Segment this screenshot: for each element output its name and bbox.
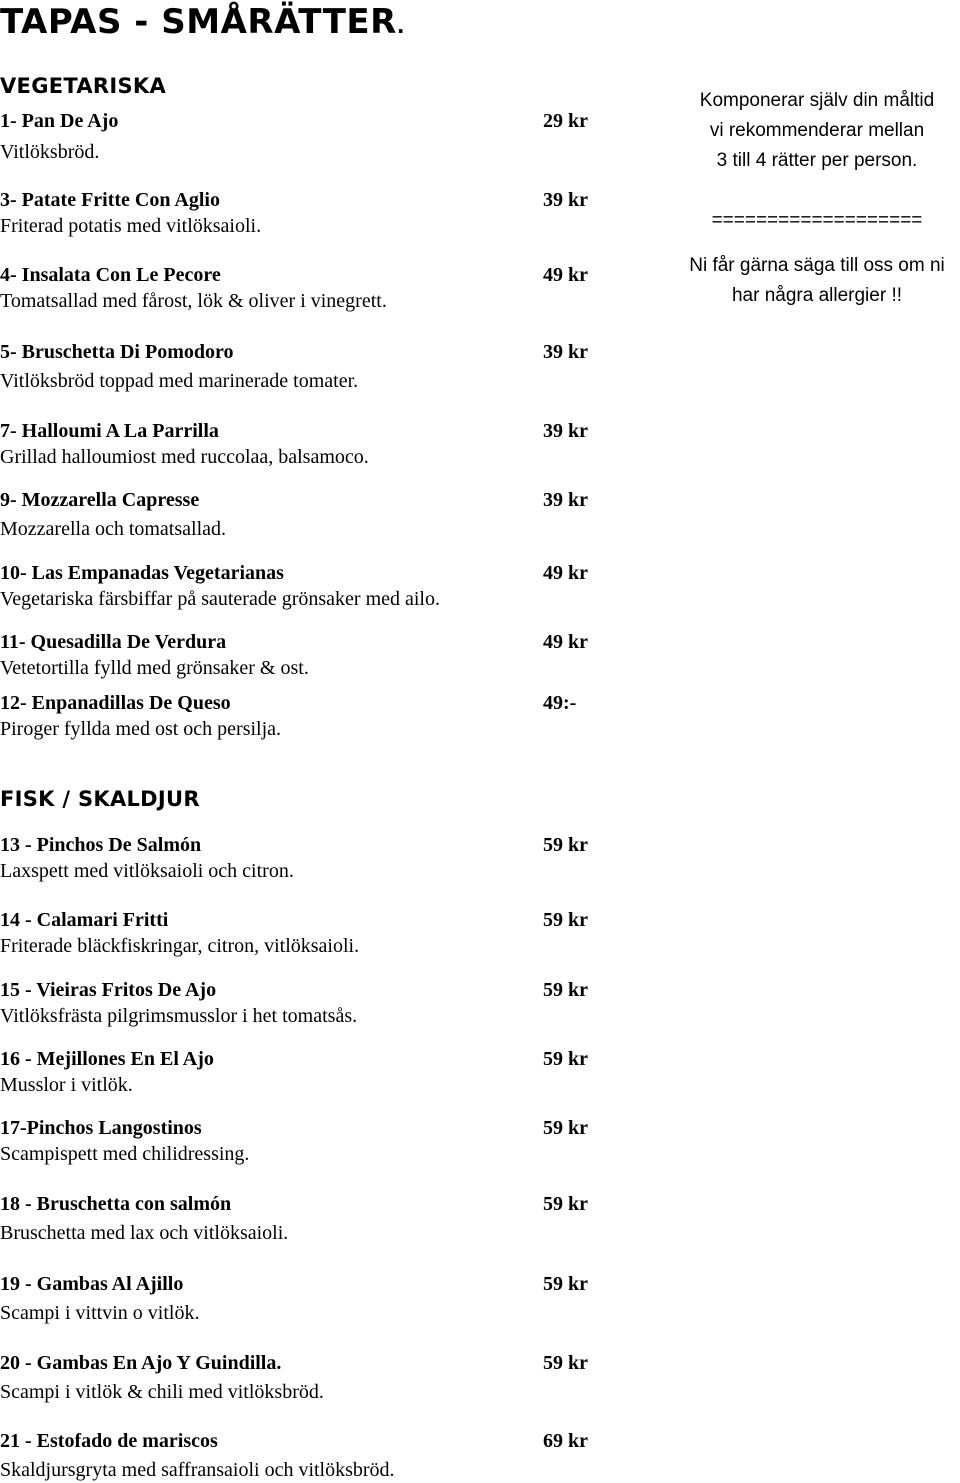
menu-item-desc: Vitlöksbröd toppad med marinerade tomater.	[0, 370, 359, 392]
menu-item-price: 59 kr	[543, 1273, 588, 1295]
menu-item-price: 49:-	[543, 692, 577, 714]
menu-item-name: 5- Bruschetta Di Pomodoro	[0, 341, 234, 363]
menu-item-desc: Vetetortilla fylld med grönsaker & ost.	[0, 657, 309, 679]
menu-item-price: 69 kr	[543, 1430, 588, 1452]
menu-item-name: 14 - Calamari Fritti	[0, 909, 169, 931]
page-title: TAPAS - SMÅRÄTTER.	[0, 2, 405, 42]
section-heading-vegetariska: VEGETARISKA	[0, 74, 167, 98]
menu-item-price: 59 kr	[543, 909, 588, 931]
menu-item-name: 12- Enpanadillas De Queso	[0, 692, 231, 714]
menu-item-name: 20 - Gambas En Ajo Y Guindilla.	[0, 1352, 282, 1374]
menu-item-name: 18 - Bruschetta con salmón	[0, 1193, 232, 1215]
menu-item-name: 13 - Pinchos De Salmón	[0, 834, 202, 856]
menu-item-name: 3- Patate Fritte Con Aglio	[0, 189, 220, 211]
menu-item-desc: Vegetariska färsbiffar på sauterade grönsaker med ailo.	[0, 588, 440, 610]
menu-item-desc: Vitlöksbröd.	[0, 141, 100, 163]
side-note-line: Komponerar själv din måltid	[699, 90, 935, 111]
menu-item-price: 49 kr	[543, 562, 588, 584]
side-note-line: Ni får gärna säga till oss om ni	[689, 255, 945, 276]
menu-item-price: 49 kr	[543, 264, 588, 286]
menu-item-name: 10- Las Empanadas Vegetarianas	[0, 562, 284, 584]
section-heading-fisk: FISK / SKALDJUR	[0, 787, 200, 811]
menu-item-desc: Laxspett med vitlöksaioli och citron.	[0, 860, 294, 882]
menu-item-price: 29 kr	[543, 110, 588, 132]
menu-item-desc: Grillad halloumiost med ruccolaa, balsamoco.	[0, 446, 369, 468]
menu-item-price: 59 kr	[543, 1193, 588, 1215]
menu-item-price: 39 kr	[543, 341, 588, 363]
menu-item-name: 17-Pinchos Langostinos	[0, 1117, 202, 1139]
menu-item-price: 39 kr	[543, 189, 588, 211]
menu-item-name: 19 - Gambas Al Ajillo	[0, 1273, 184, 1295]
menu-item-desc: Piroger fyllda med ost och persilja.	[0, 718, 282, 740]
menu-item-price: 39 kr	[543, 489, 588, 511]
menu-item-price: 59 kr	[543, 1048, 588, 1070]
menu-item-desc: Musslor i vitlök.	[0, 1074, 133, 1096]
menu-item-name: 9- Mozzarella Capresse	[0, 489, 200, 511]
menu-item-price: 49 kr	[543, 631, 588, 653]
menu-item-price: 59 kr	[543, 1352, 588, 1374]
menu-item-desc: Vitlöksfrästa pilgrimsmusslor i het tomatsås.	[0, 1005, 358, 1027]
menu-item-desc: Scampi i vitlök & chili med vitlöksbröd.	[0, 1381, 324, 1403]
menu-item-price: 59 kr	[543, 834, 588, 856]
menu-item-desc: Skaldjursgryta med saffransaioli och vitlöksbröd.	[0, 1459, 395, 1481]
menu-item-desc: Scampispett med chilidressing.	[0, 1143, 250, 1165]
menu-item-price: 59 kr	[543, 1117, 588, 1139]
side-note-divider: ===================	[711, 210, 923, 231]
menu-item-desc: Friterade bläckfiskringar, citron, vitlöksaioli.	[0, 935, 360, 957]
menu-item-name: 16 - Mejillones En El Ajo	[0, 1048, 214, 1070]
menu-item-desc: Bruschetta med lax och vitlöksaioli.	[0, 1222, 289, 1244]
menu-item-desc: Mozzarella och tomatsallad.	[0, 518, 227, 540]
menu-item-name: 7- Halloumi A La Parrilla	[0, 420, 219, 442]
side-note-line: vi rekommenderar mellan	[709, 120, 925, 141]
menu-item-name: 21 - Estofado de mariscos	[0, 1430, 218, 1452]
side-note-line: 3 till 4 rätter per person.	[716, 150, 918, 171]
menu-item-desc: Tomatsallad med fårost, lök & oliver i vinegrett.	[0, 290, 387, 312]
menu-item-name: 1- Pan De Ajo	[0, 110, 119, 132]
menu-item-price: 39 kr	[543, 420, 588, 442]
menu-item-desc: Friterad potatis med vitlöksaioli.	[0, 215, 262, 237]
menu-item-desc: Scampi i vittvin o vitlök.	[0, 1302, 200, 1324]
menu-item-name: 4- Insalata Con Le Pecore	[0, 264, 221, 286]
side-note-line: har några allergier !!	[731, 285, 903, 306]
menu-item-name: 15 - Vieiras Fritos De Ajo	[0, 979, 217, 1001]
menu-item-name: 11- Quesadilla De Verdura	[0, 631, 227, 653]
menu-item-price: 59 kr	[543, 979, 588, 1001]
